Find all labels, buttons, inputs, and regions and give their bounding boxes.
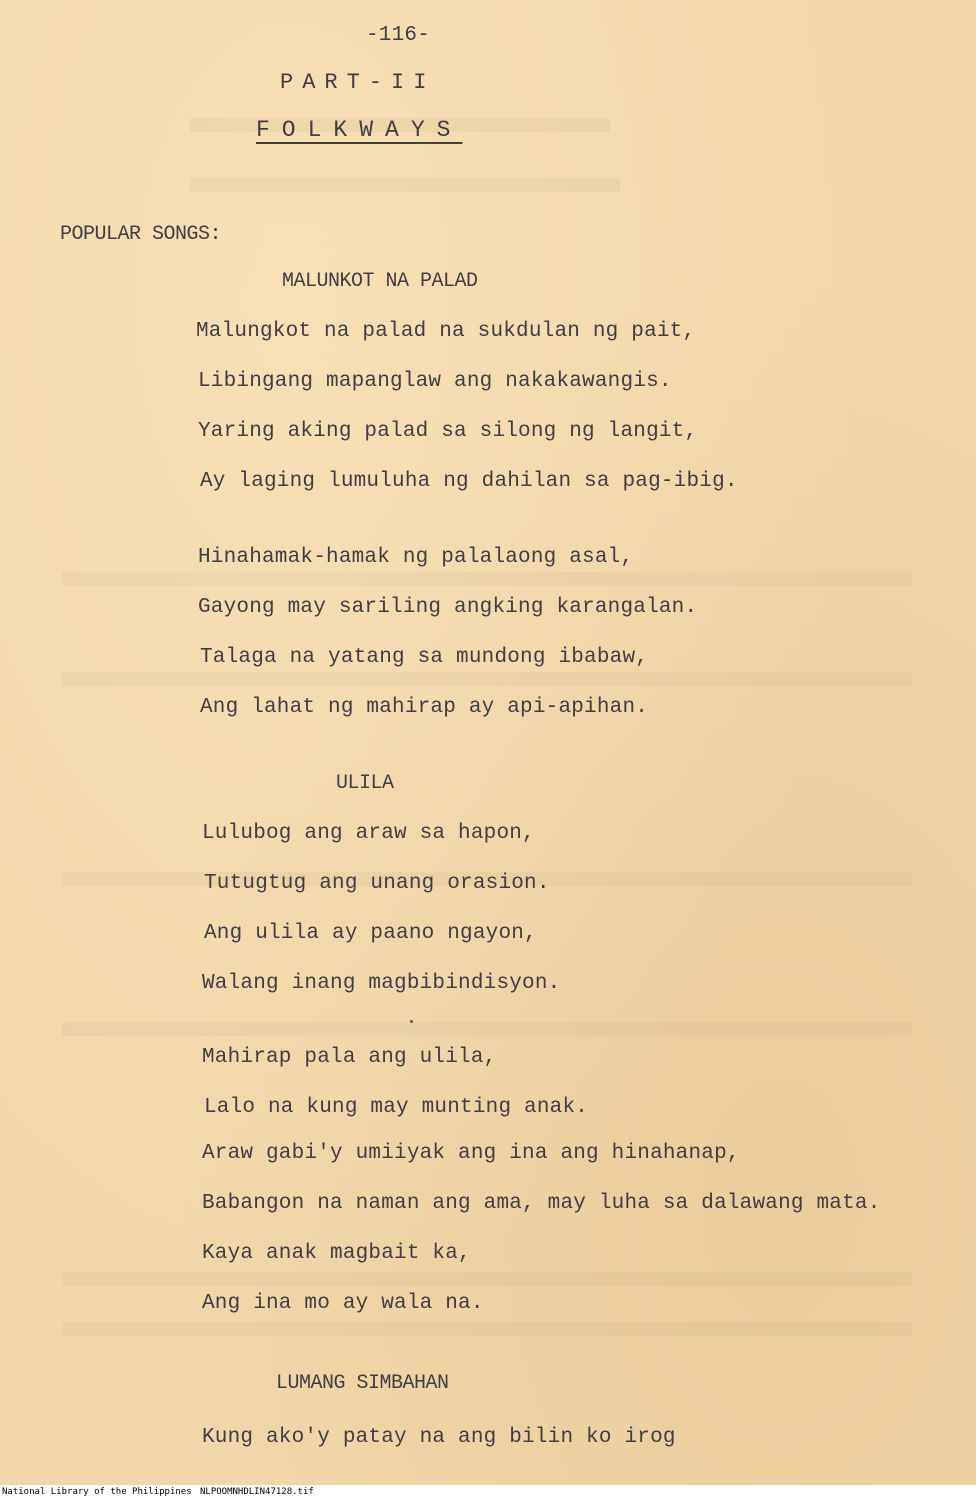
- bleed-through-line: [62, 1022, 912, 1036]
- page-number: -116-: [366, 24, 431, 47]
- footer-library: National Library of the Philippines: [2, 1487, 192, 1497]
- lyric-line: Yaring aking palad sa silong ng langit,: [198, 420, 698, 443]
- song-title: MALUNKOT NA PALAD: [282, 270, 478, 293]
- scan-footer: [0, 1485, 976, 1500]
- section-heading: POPULAR SONGS:: [60, 223, 222, 246]
- bleed-through-line: [190, 178, 620, 192]
- lyric-line: Mahirap pala ang ulila,: [202, 1046, 497, 1069]
- lyric-line: Walang inang magbibindisyon.: [202, 972, 561, 995]
- lyric-line: Hinahamak-hamak ng palalaong asal,: [198, 546, 634, 569]
- lyric-line: Lulubog ang araw sa hapon,: [202, 822, 535, 845]
- lyric-line: Araw gabi'y umiiyak ang ina ang hinahanap,: [202, 1142, 740, 1165]
- lyric-line: Malungkot na palad na sukdulan ng pait,: [196, 320, 696, 343]
- lyric-line: Ang ina mo ay wala na.: [202, 1292, 484, 1315]
- lyric-line: Talaga na yatang sa mundong ibabaw,: [200, 646, 649, 669]
- lyric-line: Ay laging lumuluha ng dahilan sa pag-ibig.: [200, 470, 738, 493]
- bleed-through-line: [62, 672, 912, 686]
- bleed-through-line: [62, 572, 912, 586]
- song-title: LUMANG SIMBAHAN: [276, 1372, 449, 1395]
- lyric-line: Libingang mapanglaw ang nakakawangis.: [198, 370, 672, 393]
- footer-filename: NLPOOMNHDLIN47128.tif: [200, 1487, 314, 1497]
- lyric-line: Ang lahat ng mahirap ay api-apihan.: [200, 696, 649, 719]
- lyric-line: Kaya anak magbait ka,: [202, 1242, 471, 1265]
- ink-speck: [410, 1020, 413, 1023]
- part-heading: PART-II: [280, 70, 436, 95]
- song-title: ULILA: [336, 772, 394, 795]
- lyric-line: Babangon na naman ang ama, may luha sa dalawang mata.: [202, 1192, 881, 1215]
- lyric-line: Ang ulila ay paano ngayon,: [204, 922, 537, 945]
- lyric-line: Lalo na kung may munting anak.: [204, 1096, 589, 1119]
- chapter-title: FOLKWAYS: [256, 117, 463, 143]
- bleed-through-line: [62, 1322, 912, 1336]
- lyric-line: Gayong may sariling angking karangalan.: [198, 596, 698, 619]
- bleed-through-line: [62, 1272, 912, 1286]
- lyric-line: Kung ako'y patay na ang bilin ko irog: [202, 1426, 676, 1449]
- lyric-line: Tutugtug ang unang orasion.: [204, 872, 550, 895]
